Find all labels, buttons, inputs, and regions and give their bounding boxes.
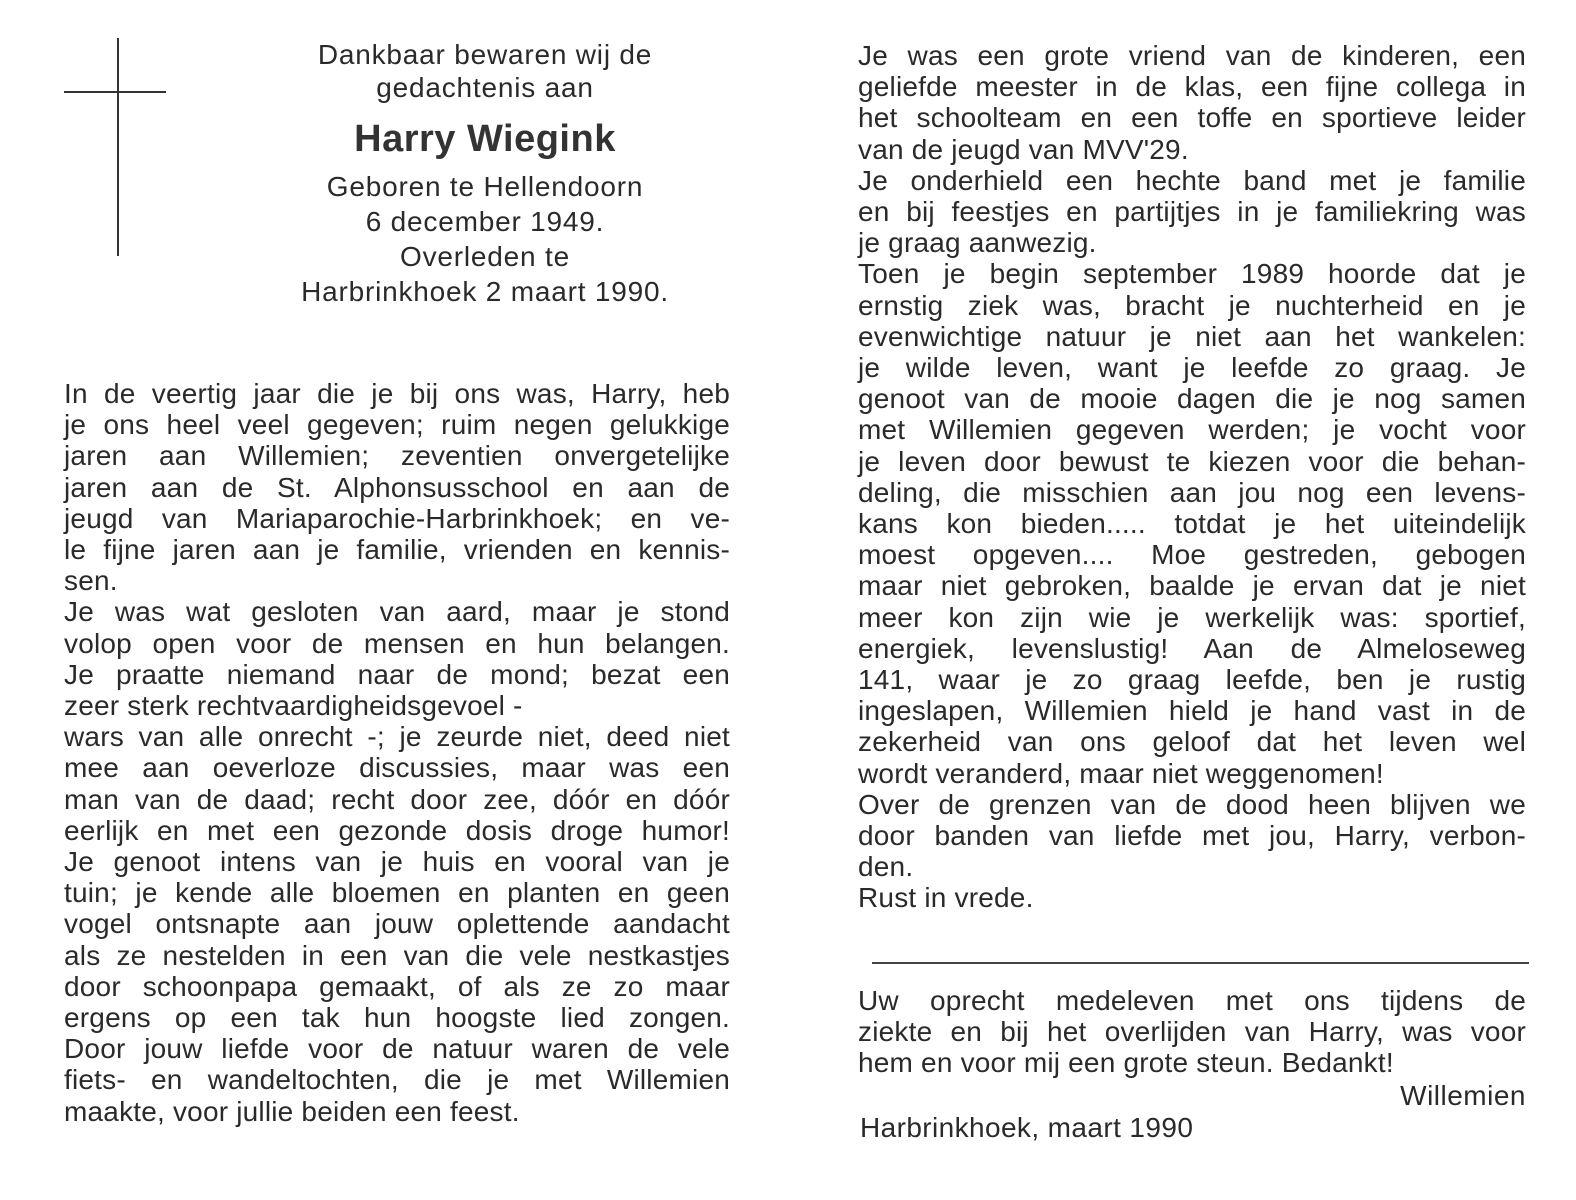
text-line: tuin; je kende alle bloemen en planten en geen [64, 877, 730, 909]
text-line: 141, waar je zo graag leefde, ben je rustig [858, 664, 1526, 696]
text-line: genoot van de mooie dagen die je nog samen [858, 383, 1526, 415]
death-place-date: Harbrinkhoek 2 maart 1990. [301, 276, 669, 307]
text-line: jaren aan de St. Alphonsusschool en aan de [64, 471, 730, 503]
text-line: Uw oprecht medeleven met ons tijdens de [858, 985, 1526, 1016]
text-line: hem en voor mij een grote steun. Bedankt! [858, 1047, 1394, 1079]
text-line: je ons heel veel gegeven; ruim negen gelukkige [64, 409, 730, 441]
text-line: Door jouw liefde voor de natuur waren de vele [64, 1033, 730, 1065]
text-line: moest opgeven.... Moe gestreden, gebogen [858, 539, 1526, 571]
text-line: maakte, voor jullie beiden een feest. [64, 1095, 520, 1127]
text-line: geliefde meester in de klas, een fijne collega in [858, 71, 1526, 103]
text-line: Je onderhield een hechte band met je familie [858, 164, 1526, 196]
text-line: Toen je begin september 1989 hoorde dat je [858, 258, 1526, 290]
deceased-name: Harry Wiegink [354, 118, 616, 160]
text-line: den. [858, 851, 914, 883]
text-line: van de jeugd van MVV'29. [858, 133, 1189, 165]
text-line: je leven door bewust te kiezen voor die behan- [858, 445, 1526, 477]
text-line: deling, die misschien aan jou nog een levens- [858, 476, 1526, 508]
text-line: eerlijk en met een gezonde dosis droge humor! [64, 814, 730, 846]
text-line: man van de daad; recht door zee, dóór en dóór [64, 783, 730, 815]
text-line: Over de grenzen van de dood heen blijven we [858, 788, 1526, 820]
text-line: je wilde leven, want je leefde zo graag. Je [858, 352, 1526, 384]
text-line: Je praatte niemand naar de mond; bezat een [64, 658, 730, 690]
text-line: en bij feestjes en partijtjes in je familiekring was [858, 196, 1526, 228]
text-line: ingeslapen, Willemien hield je hand vast in de [858, 695, 1526, 727]
text-line: volop open voor de mensen en hun belangen. [64, 627, 730, 659]
signature: Willemien [1400, 1080, 1526, 1111]
text-line: mee aan oeverloze discussies, maar was een [64, 752, 730, 784]
text-line: sen. [64, 565, 118, 597]
text-line: meer kon zijn wie je werkelijk was: sportief, [858, 601, 1526, 633]
text-line: fiets- en wandeltochten, die je met Willemien [64, 1064, 730, 1096]
cross-icon-bar [64, 91, 166, 93]
text-line: door banden van liefde met jou, Harry, verbon- [858, 820, 1526, 852]
text-line: Rust in vrede. [858, 882, 1034, 914]
birth-date: 6 december 1949. [365, 206, 605, 237]
text-line: het schoolteam en een toffe en sportieve leider [858, 102, 1526, 134]
text-line: wordt veranderd, maar niet weggenomen! [858, 757, 1384, 789]
header-block [230, 38, 740, 309]
place-date: Harbrinkhoek, maart 1990 [860, 1112, 1194, 1143]
intro-line: gedachtenis aan [376, 72, 594, 103]
text-line: wars van alle onrecht -; je zeurde niet, deed niet [64, 721, 730, 753]
text-line: Je was wat gesloten van aard, maar je stond [64, 596, 730, 628]
text-line: ziekte en bij het overlijden van Harry, was voor [858, 1016, 1526, 1048]
cross-icon [117, 38, 119, 256]
thanks-paragraph [858, 985, 1526, 1079]
divider [872, 962, 1529, 964]
death-label: Overleden te [400, 241, 570, 272]
text-line: In de veertig jaar die je bij ons was, Harry, heb [64, 378, 730, 409]
text-line: energiek, levenslustig! Aan de Almeloseweg [858, 632, 1526, 664]
text-line: vogel ontsnapte aan jouw oplettende aandacht [64, 908, 730, 940]
text-line: maar niet gebroken, baalde je ervan dat je niet [858, 570, 1526, 602]
text-line: door schoonpapa gemaakt, of als ze zo maar [64, 970, 730, 1002]
text-line: evenwichtige natuur je niet aan het wankelen: [858, 320, 1526, 352]
text-line: zeer sterk rechtvaardigheidsgevoel - [64, 690, 523, 722]
text-line: kans kon bieden..... totdat je het uiteindelijk [858, 508, 1526, 540]
text-line: ernstig ziek was, bracht je nuchterheid en je [858, 289, 1526, 321]
text-line: Je genoot intens van je huis en vooral van je [64, 846, 730, 878]
text-line: Je was een grote vriend van de kinderen, een [858, 40, 1526, 71]
text-line: zekerheid van ons geloof dat het leven wel [858, 726, 1526, 758]
text-line: jeugd van Mariaparochie-Harbrinkhoek; en ve- [64, 502, 730, 534]
text-line: als ze nestelden in een van die vele nestkastjes [64, 939, 730, 971]
birth-place: Geboren te Hellendoorn [326, 171, 644, 202]
text-line: je graag aanwezig. [858, 227, 1097, 259]
left-text-column [64, 378, 730, 1127]
intro-line: Dankbaar bewaren wij de [317, 39, 653, 70]
text-line: met Willemien gegeven werden; je vocht voor [858, 414, 1526, 446]
text-line: ergens op een tak hun hoogste lied zongen. [64, 1002, 730, 1034]
text-line: jaren aan Willemien; zeventien onvergetelijke [64, 440, 730, 472]
text-line: le fijne jaren aan je familie, vrienden en kennis- [64, 534, 730, 566]
right-text-column [858, 40, 1526, 914]
